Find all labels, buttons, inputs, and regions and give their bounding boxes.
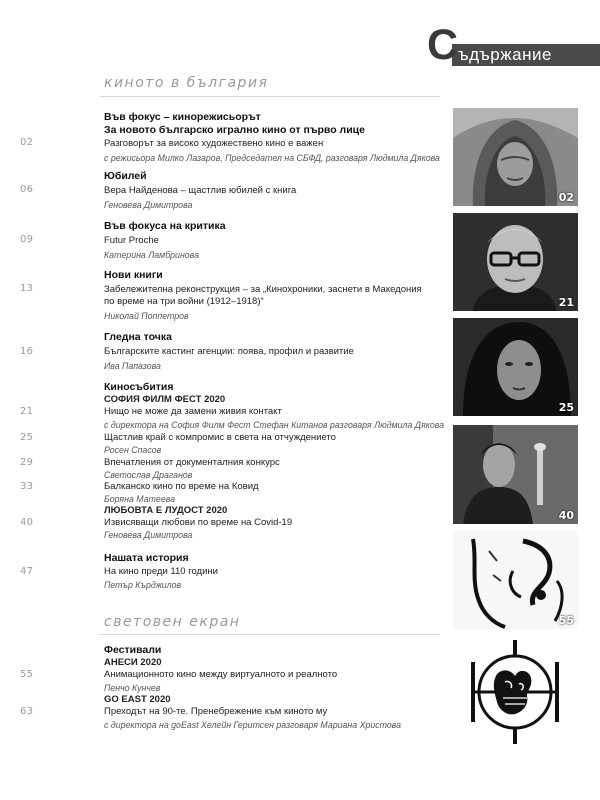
entry-title[interactable]: Нищо не може да замени живия контакт [104,406,282,417]
entry-heading[interactable]: Нашата история [104,552,189,564]
entry-author: Ива Папазова [104,361,161,371]
entry-author: Светослав Драганов [104,470,193,480]
entry-author: Петър Кърджилов [104,580,182,590]
page-number[interactable]: 63 [20,706,34,717]
entry-title[interactable]: Вера Найденова – щастлив юбилей с книга [104,185,297,196]
entry-title[interactable]: Балканско кино по време на Ковид [104,481,259,492]
entry-author: Николай Поппетров [104,311,189,321]
photo-label: 02 [558,191,574,204]
entry-heading[interactable]: Киносъбития [104,381,174,393]
page-number[interactable]: 09 [20,234,34,245]
festival-subheading[interactable]: ЛЮБОВТА Е ЛУДОСТ 2020 [104,505,228,516]
entry-title[interactable]: Разговорът за високо художествено кино е важен [104,138,324,149]
entry-heading[interactable]: За новото българско игрално кино от първо лице [104,124,365,136]
entry-author: с режисьора Милко Лазаров, Председател на СБФД, разговаря Людмила Дякова [104,153,440,163]
entry-title[interactable]: Забележителна реконструкция – за „Кинохроники, заснети в Македония [104,284,422,295]
section-header-world: световен екран [104,614,241,630]
section-divider [100,634,440,635]
page-number[interactable]: 13 [20,283,34,294]
festival-subheading[interactable]: АНЕСИ 2020 [104,657,162,668]
entry-author: Геновева Димитрова [104,200,193,210]
entry-title-cont[interactable]: по време на три войни (1912–1918)“ [104,296,264,307]
entry-heading[interactable]: Във фокус – кинорежисьорът [104,111,261,123]
entry-title[interactable]: На кино преди 110 години [104,566,218,577]
page-title-initial: С [427,21,458,69]
entry-heading[interactable]: Фестивали [104,644,162,656]
photo-woman-glass[interactable] [453,425,578,524]
photo-ink-sketch[interactable] [453,531,578,629]
photo-woman-headscarf[interactable] [453,318,578,416]
entry-title[interactable]: Анимационното кино между виртуалното и реалното [104,669,338,680]
photo-elderly-woman[interactable] [453,108,578,206]
page-number[interactable]: 47 [20,566,34,577]
page-number[interactable]: 40 [20,517,34,528]
entry-author: Геновева Димитрова [104,530,193,540]
page-number[interactable]: 25 [20,432,34,443]
lion-emblem-icon [453,638,578,746]
page-number[interactable]: 16 [20,346,34,357]
page-number[interactable]: 21 [20,406,34,417]
page-number[interactable]: 06 [20,184,34,195]
photo-man-glasses[interactable] [453,213,578,311]
page-number[interactable]: 02 [20,137,34,148]
section-divider [100,96,440,97]
entry-title[interactable]: Българските кастинг агенции: поява, профил и развитие [104,346,354,357]
entry-author: с директора на София Филм Фест Стефан Китанов разговаря Людмила Дякова [104,420,445,430]
entry-heading[interactable]: Във фокуса на критика [104,220,226,232]
entry-title[interactable]: Преходът на 90-те. Пренебрежение към киното му [104,706,328,717]
entry-title[interactable]: Щастлив край с компромис в света на отчуждението [104,432,336,443]
entry-author: Росен Спасов [104,445,162,455]
section-header-bulgaria: киното в българия [104,75,269,91]
page-number[interactable]: 55 [20,669,34,680]
entry-title[interactable]: Впечатления от документалния конкурс [104,457,280,468]
festival-subheading[interactable]: СОФИЯ ФИЛМ ФЕСТ 2020 [104,394,226,405]
entry-author: Боряна Матеева [104,494,176,504]
entry-author: Катерина Ламбринова [104,250,199,260]
photo-label: 21 [558,296,574,309]
entry-heading[interactable]: Нови книги [104,269,163,281]
entry-title[interactable]: Futur Proche [104,235,159,246]
photo-label: 25 [558,401,574,414]
festival-subheading[interactable]: GO EAST 2020 [104,694,171,705]
entry-author: с директора на goEast Хелейн Геритсен разговаря Мариана Христова [104,720,402,730]
entry-author: Пенчо Кунчев [104,683,161,693]
photo-label: 40 [558,509,574,522]
photo-label: 55 [558,614,574,627]
page-number[interactable]: 29 [20,457,34,468]
entry-heading[interactable]: Гледна точка [104,331,172,343]
entry-title[interactable]: Извисяващи любови по време на Covid-19 [104,517,293,528]
page-title-rest: ъдържание [458,45,552,64]
page-number[interactable]: 33 [20,481,34,492]
entry-heading[interactable]: Юбилей [104,170,147,182]
